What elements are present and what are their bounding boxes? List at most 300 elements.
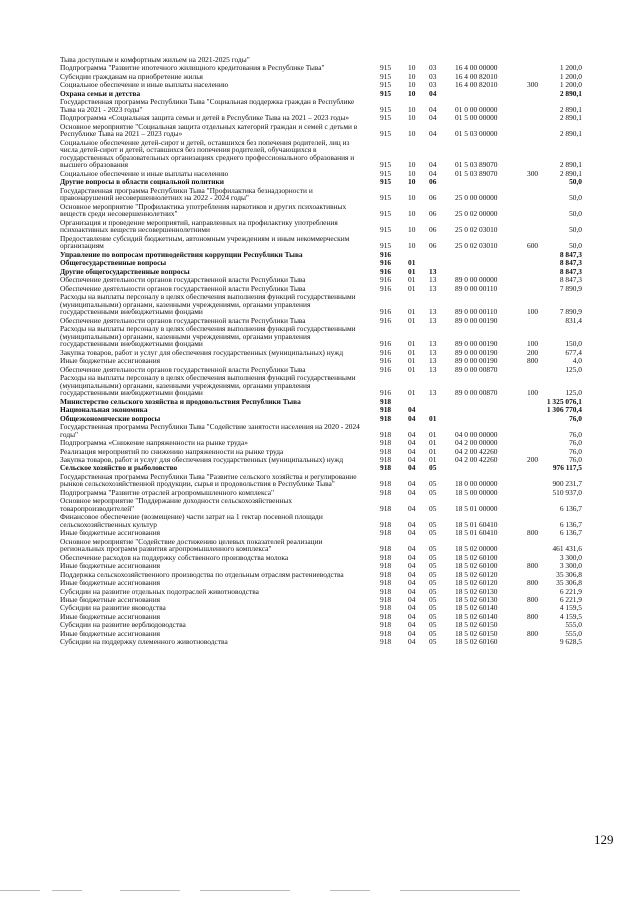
code-celevaya-statya: 18 5 00 00000 — [455, 487, 498, 497]
code-razdel: 10 — [408, 63, 416, 73]
code-podrazdel: 05 — [429, 463, 437, 473]
code-podrazdel: 04 — [429, 104, 437, 114]
amount: 8 847,3 — [559, 249, 582, 259]
code-razdel: 01 — [408, 283, 416, 293]
row-name: Государственная программа Республики Тыва "Развитие сельского хозяйства и регулирование рынков сельскохозяйственной продукции, сырья и продовольствия в Республике Тыва" — [60, 471, 357, 489]
code-celevaya-statya: 89 0 00 00110 — [455, 307, 498, 317]
amount: 35 306,8 — [556, 578, 582, 588]
code-podrazdel: 04 — [429, 129, 437, 139]
table-row — [0, 187, 640, 202]
code-razdel: 04 — [408, 429, 416, 439]
code-vid-raskhodov: 800 — [527, 578, 539, 588]
code-vedomstvo: 918 — [380, 569, 392, 579]
row-name: Расходы на выплаты персоналу в целях обеспечения выполнения функций государственными (муниципальными) органами, казенными учреждениями, органами управления государственными внебюджетными фондами — [60, 324, 356, 349]
code-vedomstvo: 918 — [380, 519, 392, 529]
code-celevaya-statya: 89 0 00 00190 — [455, 315, 498, 325]
code-razdel: 01 — [408, 307, 416, 317]
code-vedomstvo: 916 — [380, 356, 392, 366]
code-vedomstvo: 918 — [380, 552, 392, 562]
amount: 125,0 — [565, 388, 582, 398]
row-name: Основное мероприятие "Социальная защита отдельных категорий граждан и семей с детьми в Республике Тыва на 2021 – 2023 годы» — [60, 121, 358, 139]
code-vedomstvo: 918 — [380, 479, 392, 489]
row-name: Реализация мероприятий по снижению напряженности на рынке труда — [60, 446, 284, 456]
row-name: Общегосударственные вопросы — [60, 258, 167, 268]
row-name: Субсидии гражданам на приобретение жилья — [60, 71, 203, 81]
row-name: Предоставление субсидий бюджетным, автономным учреждениям и иным некоммерческим организациям — [60, 233, 350, 251]
amount: 677,4 — [565, 347, 582, 357]
code-vedomstvo: 916 — [380, 307, 392, 317]
table-row — [0, 203, 640, 218]
code-razdel: 01 — [408, 275, 416, 285]
code-podrazdel: 04 — [429, 168, 437, 178]
code-razdel: 04 — [408, 528, 416, 538]
amount: 1 200,0 — [559, 63, 582, 73]
code-podrazdel: 05 — [429, 552, 437, 562]
row-name: Закупка товаров, работ и услуг для обеспечения государственных (муниципальных) нужд — [60, 347, 344, 357]
code-podrazdel: 03 — [429, 71, 437, 81]
row-name: Основное мероприятие "Поддержание доходности сельскохозяйственных товаропроизводителей" — [60, 496, 293, 513]
code-razdel: 04 — [408, 454, 416, 464]
code-razdel: 04 — [408, 569, 416, 579]
code-celevaya-statya: 18 5 02 60150 — [455, 620, 498, 630]
amount: 555,0 — [565, 628, 582, 638]
code-podrazdel: 06 — [429, 193, 437, 203]
code-razdel: 10 — [408, 168, 416, 178]
table-row — [0, 513, 640, 528]
row-name: Другие вопросы в области социальной политики — [60, 177, 225, 187]
code-podrazdel: 05 — [429, 487, 437, 497]
row-name: Подпрограмма «Социальная защита семьи и детей в Республике Тыва на 2021 – 2023 годы» — [60, 113, 350, 123]
row-name: Иные бюджетные ассигнования — [60, 595, 161, 604]
amount: 76,0 — [569, 454, 582, 464]
code-celevaya-statya: 16 4 00 82010 — [455, 80, 498, 90]
code-razdel: 10 — [408, 88, 416, 98]
amount: 50,0 — [569, 177, 582, 187]
code-razdel: 04 — [408, 438, 416, 448]
code-celevaya-statya: 18 5 02 60140 — [455, 611, 498, 621]
code-razdel: 04 — [408, 413, 416, 423]
scan-line-segment — [400, 890, 520, 891]
code-vid-raskhodov: 100 — [527, 388, 539, 398]
code-razdel: 01 — [408, 315, 416, 325]
code-podrazdel: 04 — [429, 160, 437, 170]
amount: 4 159,5 — [559, 603, 582, 613]
row-name: Подпрограмма «Снижение напряженности на рынке труда» — [60, 438, 248, 448]
code-razdel: 10 — [408, 129, 416, 139]
code-razdel: 04 — [408, 595, 416, 604]
row-name: Иные бюджетные ассигнования — [60, 356, 161, 366]
row-name: Субсидии на развитие яководства — [60, 603, 166, 613]
code-vedomstvo: 915 — [380, 177, 392, 187]
amount: 4,0 — [572, 356, 582, 366]
row-name: Государственная программа Республики Тыва "Социальная поддержка граждан в Республике Тыва на 2021 - 2023 годы" — [60, 97, 355, 114]
code-celevaya-statya: 18 5 02 60140 — [455, 603, 498, 613]
amount: 2 890,1 — [559, 160, 582, 170]
code-celevaya-statya: 01 5 03 89070 — [455, 168, 498, 178]
code-razdel: 04 — [408, 519, 416, 529]
table-row — [0, 374, 640, 397]
code-vedomstvo: 918 — [380, 611, 392, 621]
table-row — [0, 98, 640, 113]
code-razdel: 10 — [408, 113, 416, 123]
code-vid-raskhodov: 800 — [527, 528, 539, 538]
code-vedomstvo: 916 — [380, 315, 392, 325]
amount: 1 200,0 — [559, 80, 582, 90]
code-celevaya-statya: 01 0 00 00000 — [455, 104, 498, 114]
code-vedomstvo: 918 — [380, 586, 392, 596]
amount: 7 890,9 — [559, 283, 582, 293]
code-podrazdel: 05 — [429, 561, 437, 571]
code-podrazdel: 06 — [429, 225, 437, 235]
code-vedomstvo: 916 — [380, 266, 392, 276]
code-vedomstvo: 916 — [380, 283, 392, 293]
code-razdel: 04 — [408, 586, 416, 596]
code-vedomstvo: 915 — [380, 160, 392, 170]
code-vid-raskhodov: 100 — [527, 307, 539, 317]
row-name: Государственная программа Республики Тыва "Профилактика безнадзорности и правонарушений несовершеннолетних на 2022 - 2024 годы" — [60, 185, 313, 203]
table-row — [0, 579, 640, 587]
amount: 7 890,9 — [559, 307, 582, 317]
code-podrazdel: 13 — [429, 347, 437, 357]
row-name: Расходы на выплаты персоналу в целях обеспечения выполнения функций государственными (муниципальными) органами, казенными учреждениями, органами управления государственными внебюджетными фондами — [60, 373, 356, 398]
row-name: Тыва доступным и комфортным жильем на 2021-2025 годы" — [60, 55, 250, 64]
amount: 6 221,9 — [559, 595, 582, 604]
table-row — [0, 64, 640, 72]
code-celevaya-statya: 89 0 00 00110 — [455, 283, 498, 293]
code-celevaya-statya: 25 0 02 00000 — [455, 209, 498, 219]
row-name: Управление по вопросам противодействия коррупции Республики Тыва — [60, 249, 303, 259]
amount: 1 306 770,4 — [546, 405, 582, 415]
code-vid-raskhodov: 800 — [527, 611, 539, 621]
amount: 50,0 — [569, 225, 582, 235]
code-vid-raskhodov: 200 — [527, 347, 539, 357]
code-celevaya-statya: 01 5 03 00000 — [455, 129, 498, 139]
amount: 3 300,0 — [559, 561, 582, 571]
code-podrazdel: 13 — [429, 339, 437, 349]
table-row — [0, 139, 640, 169]
row-name: Государственная программа Республики Тыва "Содействие занятости населения на 2020 - 2024 годы" — [60, 422, 360, 439]
code-vid-raskhodov: 300 — [527, 80, 539, 90]
code-vedomstvo: 916 — [380, 258, 392, 268]
code-podrazdel: 01 — [429, 454, 437, 464]
row-name: Иные бюджетные ассигнования — [60, 528, 161, 538]
code-celevaya-statya: 18 5 01 60410 — [455, 528, 498, 538]
amount: 1 325 076,1 — [546, 396, 582, 406]
code-podrazdel: 04 — [429, 113, 437, 123]
code-vedomstvo: 915 — [380, 71, 392, 81]
table-row — [0, 529, 640, 537]
code-podrazdel: 05 — [429, 586, 437, 596]
code-celevaya-statya: 16 4 00 00000 — [455, 63, 498, 73]
code-vedomstvo: 918 — [380, 544, 392, 554]
amount: 125,0 — [565, 364, 582, 374]
code-razdel: 10 — [408, 241, 416, 251]
code-podrazdel: 05 — [429, 544, 437, 554]
code-celevaya-statya: 25 0 02 03010 — [455, 225, 498, 235]
code-razdel: 04 — [408, 628, 416, 638]
table-row — [0, 423, 640, 438]
amount: 8 847,3 — [559, 258, 582, 268]
code-vedomstvo: 916 — [380, 339, 392, 349]
code-celevaya-statya: 04 2 00 42260 — [455, 446, 498, 456]
code-podrazdel: 05 — [429, 637, 437, 647]
code-vedomstvo: 918 — [380, 454, 392, 464]
code-vedomstvo: 918 — [380, 429, 392, 439]
code-razdel: 10 — [408, 160, 416, 170]
code-razdel: 04 — [408, 405, 416, 415]
code-vedomstvo: 918 — [380, 463, 392, 473]
code-celevaya-statya: 18 5 02 60100 — [455, 552, 498, 562]
code-razdel: 01 — [408, 266, 416, 276]
table-row — [0, 604, 640, 612]
code-podrazdel: 01 — [429, 438, 437, 448]
row-name: Основное мероприятие "Профилактика употребления наркотиков и других психоактивных веществ среди несовершеннолетних" — [60, 201, 347, 219]
code-razdel: 01 — [408, 388, 416, 398]
amount: 76,0 — [569, 429, 582, 439]
code-vedomstvo: 918 — [380, 603, 392, 613]
code-vedomstvo: 918 — [380, 396, 392, 406]
page-number: 129 — [594, 832, 614, 847]
table-row — [0, 325, 640, 348]
amount: 50,0 — [569, 241, 582, 251]
code-vedomstvo: 916 — [380, 249, 392, 259]
code-vedomstvo: 916 — [380, 364, 392, 374]
amount: 8 847,3 — [559, 275, 582, 285]
table-row — [0, 621, 640, 629]
footer-scan-line — [0, 890, 640, 891]
code-podrazdel: 06 — [429, 241, 437, 251]
code-vedomstvo: 918 — [380, 628, 392, 638]
code-celevaya-statya: 89 0 00 00000 — [455, 275, 498, 285]
scan-line-segment — [200, 890, 290, 891]
code-razdel: 10 — [408, 225, 416, 235]
code-razdel: 01 — [408, 356, 416, 366]
scan-line-segment — [120, 890, 180, 891]
code-podrazdel: 03 — [429, 63, 437, 73]
amount: 2 890,1 — [559, 129, 582, 139]
code-vid-raskhodov: 800 — [527, 561, 539, 571]
code-celevaya-statya: 04 0 00 00000 — [455, 429, 498, 439]
amount: 76,0 — [569, 446, 582, 456]
code-celevaya-statya: 18 5 02 60120 — [455, 569, 498, 579]
code-vedomstvo: 918 — [380, 405, 392, 415]
row-name: Министерство сельского хозяйства и продовольствия Республики Тыва — [60, 396, 301, 406]
amount: 35 306,8 — [556, 569, 582, 579]
row-name: Охрана семьи и детства — [60, 88, 141, 98]
table-row — [0, 439, 640, 447]
code-celevaya-statya: 18 5 01 00000 — [455, 503, 498, 513]
code-vid-raskhodov: 800 — [527, 356, 539, 366]
table-row — [0, 357, 640, 365]
code-celevaya-statya: 04 2 00 00000 — [455, 438, 498, 448]
code-vedomstvo: 916 — [380, 275, 392, 285]
code-podrazdel: 05 — [429, 528, 437, 538]
code-razdel: 04 — [408, 552, 416, 562]
code-vedomstvo: 918 — [380, 503, 392, 513]
row-name: Расходы на выплаты персоналу в целях обеспечения выполнения функций государственными (муниципальными) органами, казенными учреждениями, органами управления государственными внебюджетными фондами — [60, 292, 356, 317]
code-razdel: 01 — [408, 258, 416, 268]
code-podrazdel: 03 — [429, 80, 437, 90]
table-row — [0, 114, 640, 122]
amount: 900 231,7 — [552, 479, 582, 489]
scan-line-segment — [52, 890, 82, 891]
code-vedomstvo: 918 — [380, 620, 392, 630]
code-vedomstvo: 915 — [380, 168, 392, 178]
code-podrazdel: 05 — [429, 611, 437, 621]
code-podrazdel: 13 — [429, 275, 437, 285]
code-vedomstvo: 918 — [380, 446, 392, 456]
table-row — [0, 638, 640, 646]
row-name: Иные бюджетные ассигнования — [60, 611, 161, 621]
code-razdel: 04 — [408, 578, 416, 588]
row-name: Организация и проведение мероприятий, направленных на профилактику употребления психоактивных веществ несовершеннолетними — [60, 217, 338, 235]
table-row — [0, 123, 640, 138]
code-razdel: 04 — [408, 544, 416, 554]
amount: 76,0 — [569, 438, 582, 448]
code-podrazdel: 04 — [429, 88, 437, 98]
code-razdel: 01 — [408, 364, 416, 374]
amount: 3 300,0 — [559, 552, 582, 562]
code-celevaya-statya: 18 5 01 60410 — [455, 519, 498, 529]
code-vedomstvo: 915 — [380, 63, 392, 73]
row-name: Социальное обеспечение детей-сирот и детей, оставшихся без попечения родителей, лиц из числа детей-сирот и детей, оставшихся без попечения родителей, обучающихся в государственных образовательных организациях среднего профессионального образования и высшего образования — [60, 137, 355, 170]
amount: 976 117,5 — [552, 463, 582, 473]
code-vedomstvo: 915 — [380, 113, 392, 123]
amount: 50,0 — [569, 209, 582, 219]
amount: 1 200,0 — [559, 71, 582, 81]
code-razdel: 04 — [408, 479, 416, 489]
code-razdel: 04 — [408, 561, 416, 571]
code-razdel: 04 — [408, 603, 416, 613]
code-vedomstvo: 915 — [380, 225, 392, 235]
table-row — [0, 448, 640, 456]
scan-line-segment — [330, 890, 370, 891]
code-razdel: 10 — [408, 71, 416, 81]
code-celevaya-statya: 25 0 00 00000 — [455, 193, 498, 203]
code-razdel: 10 — [408, 80, 416, 90]
row-name: Социальное обеспечение и иные выплаты населению — [60, 80, 229, 90]
row-name: Обеспечение деятельности органов государственной власти Республики Тыва — [60, 315, 306, 325]
amount: 6 136,7 — [559, 528, 582, 538]
table-row — [0, 178, 640, 186]
code-celevaya-statya: 16 4 00 82010 — [455, 71, 498, 81]
row-name: Общеэкономические вопросы — [60, 413, 161, 423]
code-podrazdel: 13 — [429, 315, 437, 325]
code-vid-raskhodov: 300 — [527, 168, 539, 178]
code-podrazdel: 13 — [429, 364, 437, 374]
budget-table — [0, 56, 640, 647]
amount: 2 890,1 — [559, 104, 582, 114]
code-podrazdel: 05 — [429, 620, 437, 630]
code-celevaya-statya: 01 5 00 00000 — [455, 113, 498, 123]
code-vedomstvo: 918 — [380, 438, 392, 448]
amount: 6 136,7 — [559, 503, 582, 513]
amount: 555,0 — [565, 620, 582, 630]
row-name: Поддержка сельскохозяйственного производства по отдельным отраслям растениеводства — [60, 569, 344, 579]
row-name: Субсидии на поддержку племенного животноводства — [60, 637, 228, 647]
code-podrazdel: 05 — [429, 628, 437, 638]
code-celevaya-statya: 25 0 02 03010 — [455, 241, 498, 251]
amount: 831,4 — [565, 315, 582, 325]
code-celevaya-statya: 18 5 02 60120 — [455, 578, 498, 588]
code-razdel: 10 — [408, 104, 416, 114]
code-razdel: 04 — [408, 487, 416, 497]
code-vedomstvo: 918 — [380, 561, 392, 571]
row-name: Подпрограмма "Развитие ипотечного жилищного кредитования в Республике Тыва" — [60, 63, 325, 73]
code-razdel: 04 — [408, 611, 416, 621]
code-celevaya-statya: 18 5 02 60130 — [455, 595, 498, 604]
code-celevaya-statya: 18 5 02 60100 — [455, 561, 498, 571]
row-name: Иные бюджетные ассигнования — [60, 578, 161, 588]
code-vedomstvo: 918 — [380, 528, 392, 538]
code-razdel: 04 — [408, 463, 416, 473]
code-vedomstvo: 918 — [380, 487, 392, 497]
code-podrazdel: 05 — [429, 519, 437, 529]
code-vid-raskhodov: 800 — [527, 628, 539, 638]
code-razdel: 01 — [408, 339, 416, 349]
row-name: Обеспечение деятельности органов государственной власти Республики Тыва — [60, 275, 306, 285]
table-row — [0, 81, 640, 89]
amount: 9 628,5 — [559, 637, 582, 647]
code-vid-raskhodov: 200 — [527, 454, 539, 464]
code-vedomstvo: 915 — [380, 193, 392, 203]
amount: 2 890,1 — [559, 88, 582, 98]
code-podrazdel: 05 — [429, 503, 437, 513]
row-name: Другие общегосударственные вопросы — [60, 266, 190, 276]
code-razdel: 10 — [408, 209, 416, 219]
table-row — [0, 293, 640, 316]
code-celevaya-statya: 18 5 02 60130 — [455, 586, 498, 596]
amount: 4 159,5 — [559, 611, 582, 621]
code-celevaya-statya: 01 5 03 89070 — [455, 160, 498, 170]
code-podrazdel: 06 — [429, 209, 437, 219]
code-vedomstvo: 916 — [380, 347, 392, 357]
code-podrazdel: 01 — [429, 413, 437, 423]
table-row — [0, 464, 640, 472]
row-name: Обеспечение деятельности органов государственной власти Республики Тыва — [60, 283, 306, 293]
amount: 8 847,3 — [559, 266, 582, 276]
table-row — [0, 235, 640, 250]
code-razdel: 10 — [408, 177, 416, 187]
table-row — [0, 497, 640, 512]
row-name: Субсидии на развитие верблюдоводства — [60, 620, 186, 630]
amount: 6 221,9 — [559, 586, 582, 596]
code-vid-raskhodov: 100 — [527, 339, 539, 349]
table-row — [0, 259, 640, 267]
code-podrazdel: 13 — [429, 266, 437, 276]
code-podrazdel: 05 — [429, 578, 437, 588]
code-celevaya-statya: 89 0 00 00190 — [455, 347, 498, 357]
row-name: Обеспечение расходов на поддержку собственного производства молока — [60, 552, 289, 562]
row-name: Социальное обеспечение и иные выплаты населению — [60, 168, 229, 178]
code-celevaya-statya: 18 5 02 00000 — [455, 544, 498, 554]
table-row — [0, 473, 640, 488]
amount: 6 136,7 — [559, 519, 582, 529]
amount: 2 890,1 — [559, 113, 582, 123]
row-name: Национальная экономика — [60, 405, 148, 415]
code-vedomstvo: 918 — [380, 413, 392, 423]
table-row — [0, 219, 640, 234]
code-vedomstvo: 918 — [380, 578, 392, 588]
code-celevaya-statya: 18 5 02 60150 — [455, 628, 498, 638]
code-podrazdel: 13 — [429, 356, 437, 366]
code-podrazdel: 01 — [429, 446, 437, 456]
code-razdel: 04 — [408, 620, 416, 630]
code-vedomstvo: 915 — [380, 241, 392, 251]
code-celevaya-statya: 18 5 02 60160 — [455, 637, 498, 647]
amount: 150,0 — [565, 339, 582, 349]
code-celevaya-statya: 18 0 00 00000 — [455, 479, 498, 489]
